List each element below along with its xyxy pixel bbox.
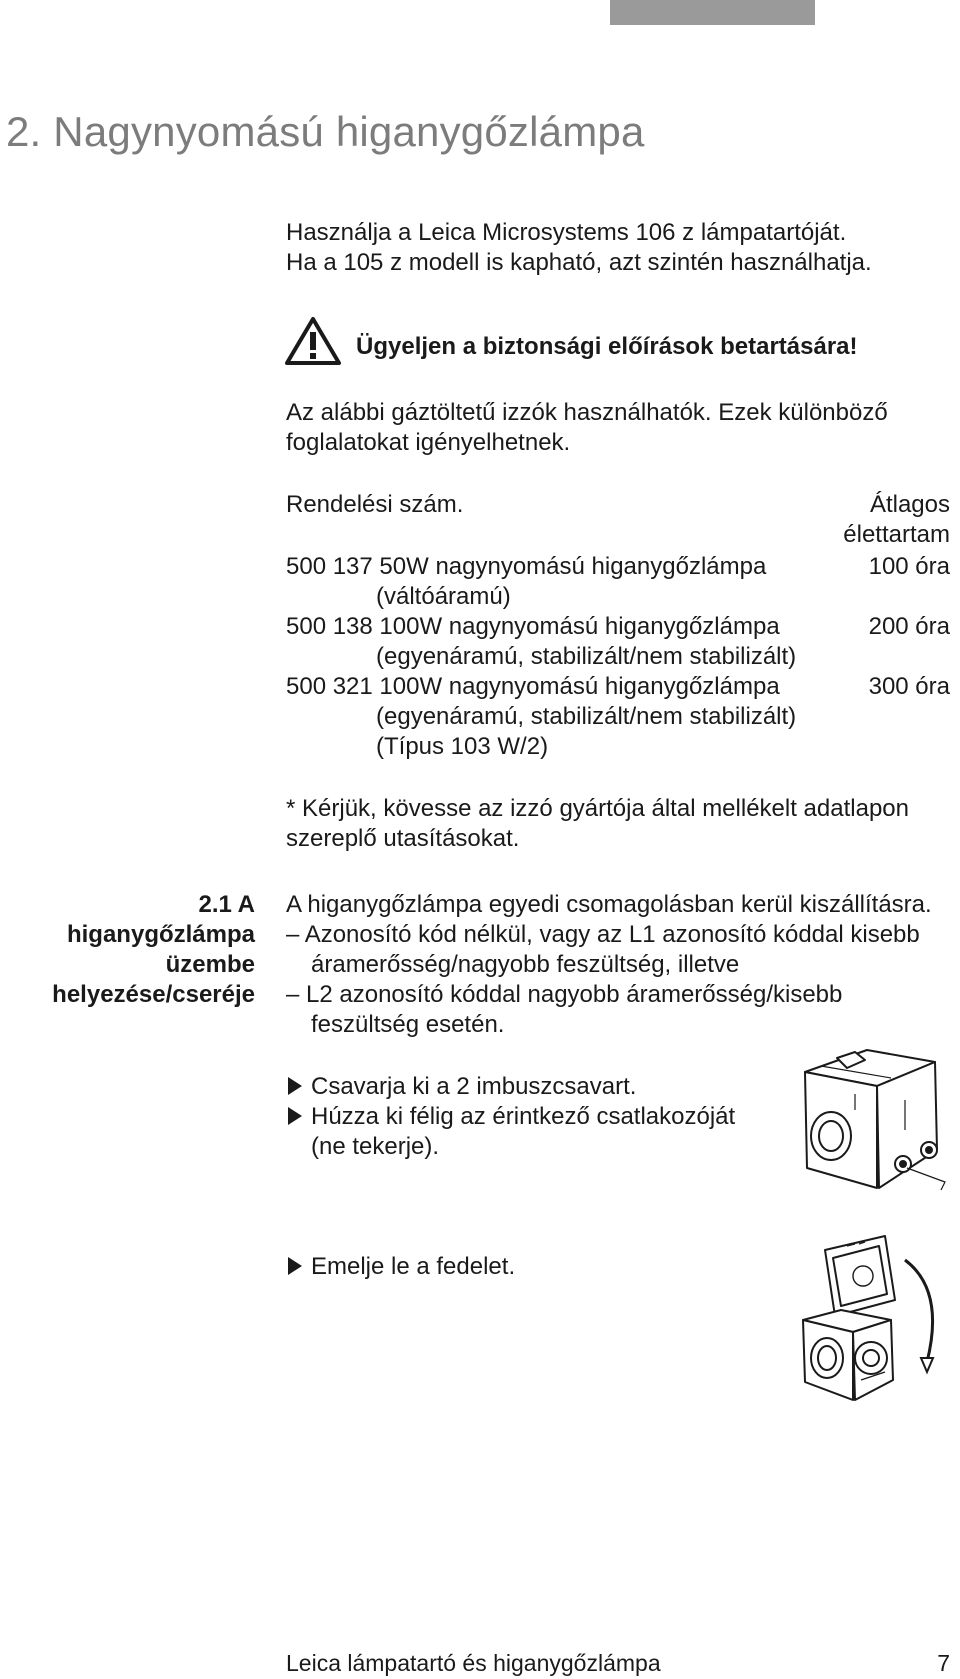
intro-line-1: Használja a Leica Microsystems 106 z lámpatartóját. [286, 219, 847, 246]
footer-title: Leica lámpatartó és higanygőzlámpa [286, 1650, 661, 1676]
step-arrow-icon [287, 1256, 303, 1276]
footnote-line-2: szereplő utasításokat. [286, 825, 520, 852]
table-row-1-detail: (váltóáramú) [376, 583, 511, 610]
bulbs-note-line-1: Az alábbi gáztöltetű izzók használhatók. Ezek különböző [286, 399, 888, 426]
section-heading-line-2: üzembe [165, 951, 255, 978]
col-order-header: Rendelési szám. [286, 491, 464, 518]
section-line-1: A higanygőzlámpa egyedi csomagolásban kerül kiszállításra. [286, 891, 932, 918]
table-row-2-life: 200 óra [868, 613, 950, 640]
col-life-header-2: élettartam [843, 521, 950, 548]
footer-rule [0, 1640, 960, 1641]
intro-line-2: Ha a 105 z modell is kapható, azt szintén használhatja. [286, 249, 872, 276]
table-row-1-life: 100 óra [868, 553, 950, 580]
lamp-housing-illustration [795, 1040, 955, 1200]
section-heading-line-3: helyezése/cseréje [52, 981, 255, 1008]
step-1-text: Csavarja ki a 2 imbuszcsavart. [311, 1073, 637, 1100]
col-life-header-1: Átlagos [869, 491, 950, 518]
section-line-2: – Azonosító kód nélkül, vagy az L1 azonosító kóddal kisebb [286, 921, 920, 948]
table-row-3-detail: (egyenáramú, stabilizált/nem stabilizált) [376, 703, 797, 730]
section-line-5: feszültség esetén. [311, 1011, 505, 1038]
warning-triangle-icon [284, 316, 342, 366]
page-title: 2. Nagynyomású higanygőzlámpa [6, 108, 645, 155]
section-line-3: áramerősség/nagyobb feszültség, illetve [311, 951, 740, 978]
section-line-4: – L2 azonosító kóddal nagyobb áramerősség/kisebb [286, 981, 843, 1008]
step-2-text: Húzza ki félig az érintkező csatlakozóját [311, 1103, 736, 1130]
step-3-text: Emelje le a fedelet. [311, 1253, 516, 1280]
header-tab-bar [610, 0, 815, 25]
table-row-3-name: 500 321 100W nagynyomású higanygőzlámpa [286, 673, 780, 700]
table-row-3-type: (Típus 103 W/2) [376, 733, 549, 760]
table-row-2-detail: (egyenáramú, stabilizált/nem stabilizált) [376, 643, 797, 670]
table-row-2-name: 500 138 100W nagynyomású higanygőzlámpa [286, 613, 780, 640]
step-arrow-icon [287, 1076, 303, 1096]
table-row-1-name: 500 137 50W nagynyomású higanygőzlámpa [286, 553, 767, 580]
section-heading-line-1: 2.1 A higanygőzlámpa [66, 891, 255, 948]
lamp-cover-removal-illustration [795, 1230, 955, 1410]
section-heading [20, 890, 255, 1010]
footer-page-number: 7 [937, 1650, 950, 1676]
step-arrow-icon [287, 1106, 303, 1126]
step-2-text-cont: (ne tekerje). [311, 1133, 440, 1160]
table-row-3-life: 300 óra [868, 673, 950, 700]
bulbs-note-line-2: foglalatokat igényelhetnek. [286, 429, 571, 456]
footnote-line-1: * Kérjük, kövesse az izzó gyártója által mellékelt adatlapon [286, 795, 909, 822]
safety-warning: Ügyeljen a biztonsági előírások betartására! [356, 333, 858, 360]
